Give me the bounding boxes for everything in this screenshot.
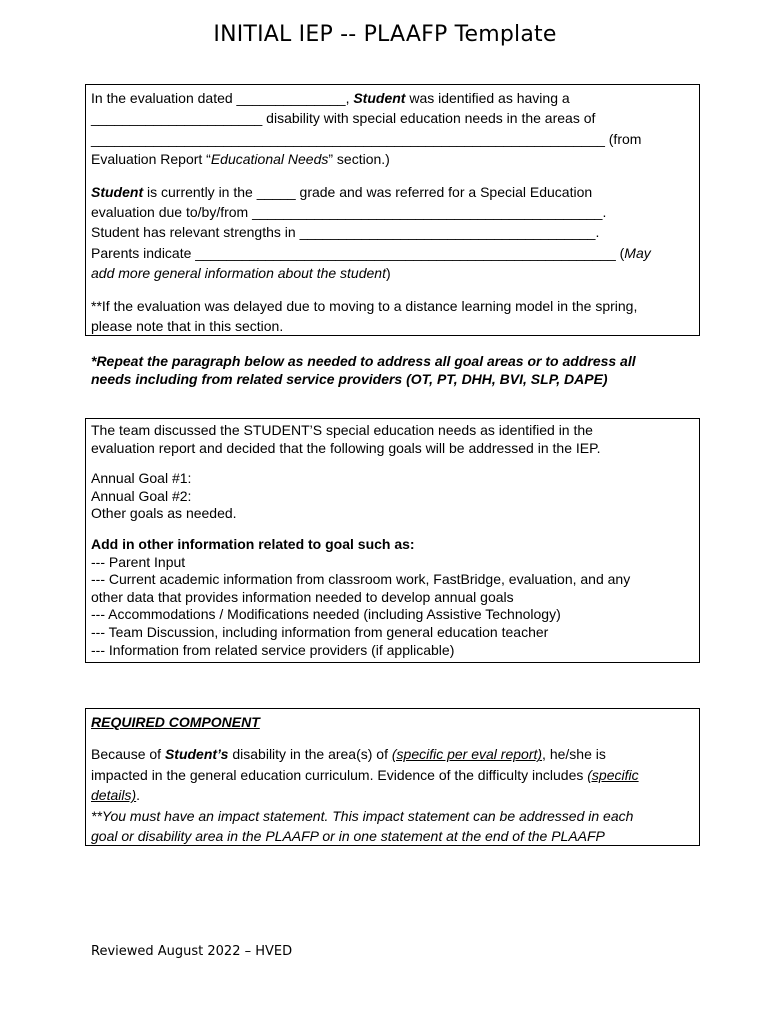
delay-note-paragraph: [91, 296, 694, 337]
goals-discussion-box: [85, 418, 700, 663]
evaluation-paragraph: [91, 88, 694, 170]
text: *Repeat the paragraph below as needed to address all goal areas or to address all: [91, 353, 636, 369]
text: add more general information about the student: [91, 265, 386, 282]
list-item: --- Accommodations / Modifications needed (including Assistive Technology): [91, 606, 561, 623]
other-goals: Other goals as needed.: [91, 505, 237, 522]
text: .: [136, 787, 141, 804]
repeat-paragraph-note: [91, 352, 701, 388]
impact-note: **You must have an impact statement. This impact statement can be addressed in each: [91, 807, 634, 824]
additional-info-heading: Add in other information related to goal such as:: [91, 535, 415, 552]
text: please note that in this section.: [91, 318, 284, 335]
text: impacted in the general education curriculum. Evidence of the difficulty includes: [91, 766, 588, 783]
text: REQUIRED COMPONENT: [91, 714, 260, 730]
impact-note: goal or disability area in the PLAAFP or in one statement at the end of the PLAAFP: [91, 828, 605, 845]
student-placeholder: Student: [353, 90, 406, 106]
annual-goal-2: Annual Goal #2:: [91, 487, 192, 504]
team-discussion-paragraph: [91, 422, 694, 457]
list-item: --- Parent Input: [91, 553, 186, 570]
student-background-paragraph: [91, 182, 694, 284]
text: __________________________________________________________________ (from: [91, 130, 642, 147]
text: evaluation due to/by/from _____________________________________________.: [91, 204, 607, 221]
text: was identified as having a: [405, 90, 570, 106]
list-item: --- Current academic information from classroom work, FastBridge, evaluation, and any: [91, 571, 631, 588]
text: ” section.): [328, 151, 390, 168]
text: is currently in the _____ grade and was referred for a Special Education: [143, 183, 593, 200]
text: evaluation report and decided that the following goals will be addressed in the IEP.: [91, 439, 601, 456]
page-title: INITIAL IEP -- PLAAFP Template: [213, 22, 557, 47]
text: May: [624, 244, 651, 261]
text: In the evaluation dated ______________,: [91, 90, 354, 106]
list-item: --- Team Discussion, including information from general education teacher: [91, 623, 549, 640]
list-item: --- Information from related service providers (if applicable): [91, 641, 455, 658]
student-placeholder: Student: [91, 183, 144, 200]
details-placeholder: details): [91, 787, 137, 804]
text: Because of: [91, 746, 165, 763]
evaluation-summary-box: [85, 84, 700, 336]
annual-goal-1: Annual Goal #1:: [91, 470, 192, 487]
required-component-box: [85, 708, 700, 846]
text: Evaluation Report “: [91, 151, 211, 168]
annual-goals-list: [91, 470, 694, 523]
eval-report-placeholder: (specific per eval report): [391, 746, 543, 763]
text: **If the evaluation was delayed due to moving to a distance learning model in the spring,: [91, 297, 638, 314]
educational-needs-label: Educational Needs: [210, 151, 329, 168]
text: needs including from related service providers (OT, PT, DHH, BVI, SLP, DAPE): [91, 371, 608, 387]
text: , he/she is: [542, 746, 606, 763]
text: Parents indicate ______________________________________________________ (: [91, 244, 625, 261]
required-component-heading: [91, 712, 694, 732]
text: Student has relevant strengths in ______________________________________.: [91, 224, 600, 241]
footer-reviewed: Reviewed August 2022 – HVED: [91, 944, 293, 959]
student-placeholder: Student’s: [164, 746, 229, 763]
text: disability in the area(s) of: [228, 746, 392, 763]
details-placeholder: (specific: [587, 766, 639, 783]
list-item: other data that provides information needed to develop annual goals: [91, 588, 514, 605]
text: ): [385, 265, 391, 282]
impact-statement-paragraph: [91, 744, 694, 846]
text: The team discussed the STUDENT’S special education needs as identified in the: [91, 422, 593, 438]
text: ______________________ disability with special education needs in the areas of: [91, 110, 596, 127]
additional-info-list: [91, 536, 694, 659]
